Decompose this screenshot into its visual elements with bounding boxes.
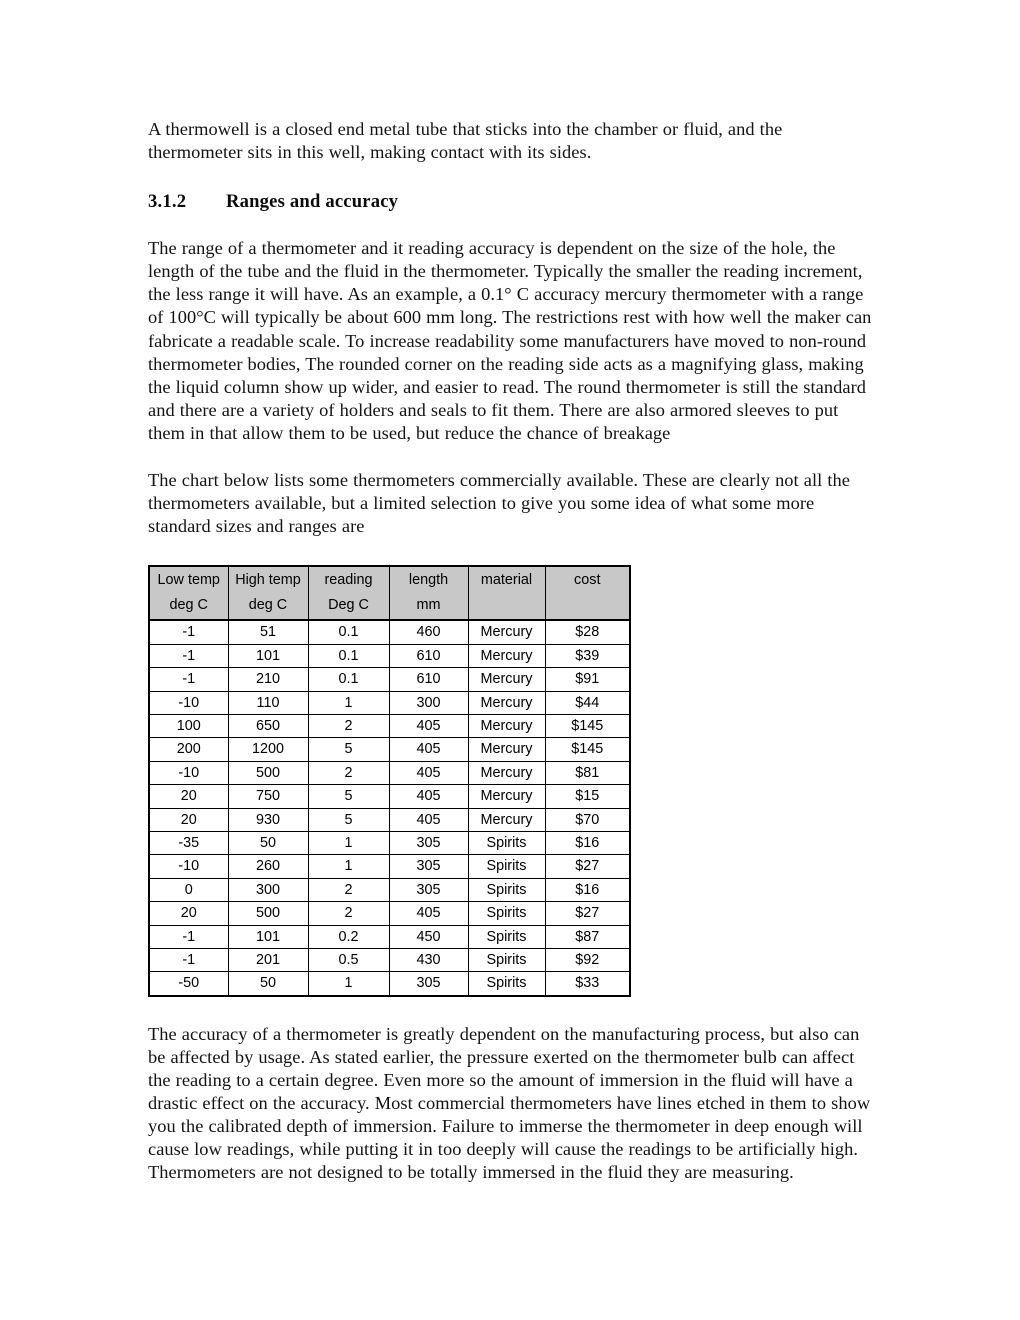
table-cell: Mercury — [468, 644, 545, 667]
table-cell: $15 — [545, 785, 630, 808]
table-cell: $16 — [545, 831, 630, 854]
table-header — [149, 566, 630, 620]
column-header-line-2: mm — [416, 597, 441, 614]
intro-paragraph: A thermowell is a closed end metal tube that sticks into the chamber or fluid, and the thermometer sits in this well, making contact with its sides. — [148, 119, 783, 163]
table-cell: Mercury — [468, 691, 545, 714]
table-cell: -1 — [149, 949, 228, 972]
column-header-line-2: Deg C — [328, 597, 369, 614]
table-cell: 2 — [308, 878, 389, 901]
table-cell: $27 — [545, 855, 630, 878]
table-cell: 0.2 — [308, 925, 389, 948]
table-cell: $70 — [545, 808, 630, 831]
column-header-line-2: deg C — [248, 597, 288, 614]
table-cell: 300 — [228, 878, 308, 901]
table-row — [149, 831, 630, 854]
table-cell: 110 — [228, 691, 308, 714]
table-row — [149, 620, 630, 644]
table-cell: -1 — [149, 668, 228, 691]
table-cell: Mercury — [468, 714, 545, 737]
table-cell: $92 — [545, 949, 630, 972]
table-cell: 405 — [389, 761, 468, 784]
table-cell: 101 — [228, 644, 308, 667]
column-header-line-1: Low temp — [157, 572, 220, 589]
table-cell: $145 — [545, 738, 630, 761]
table-cell: Mercury — [468, 668, 545, 691]
table-cell: 305 — [389, 831, 468, 854]
column-header-line-2 — [471, 593, 543, 618]
table-cell: 405 — [389, 902, 468, 925]
thermometer-specs-table — [148, 565, 631, 997]
table-cell: 405 — [389, 714, 468, 737]
table-cell: Mercury — [468, 620, 545, 644]
spacer — [148, 164, 878, 191]
table-cell: 5 — [308, 808, 389, 831]
table-row — [149, 738, 630, 761]
table-cell: 305 — [389, 878, 468, 901]
table-cell: 460 — [389, 620, 468, 644]
table-cell: $27 — [545, 902, 630, 925]
table-cell: 50 — [228, 972, 308, 996]
table-cell: 100 — [149, 714, 228, 737]
table-cell: 20 — [149, 808, 228, 831]
table-cell: Spirits — [468, 902, 545, 925]
table-cell: 500 — [228, 761, 308, 784]
table-column-header — [389, 566, 468, 620]
table-cell: 750 — [228, 785, 308, 808]
table-cell: $91 — [545, 668, 630, 691]
column-header-line-1: material — [480, 572, 533, 589]
table-row — [149, 972, 630, 996]
table-column-header — [228, 566, 308, 620]
table-cell: -50 — [149, 972, 228, 996]
table-cell: $44 — [545, 691, 630, 714]
table-row — [149, 691, 630, 714]
table-cell: -1 — [149, 620, 228, 644]
table-cell: 610 — [389, 668, 468, 691]
spacer — [148, 213, 878, 237]
table-cell: 0.5 — [308, 949, 389, 972]
column-header-line-1: High temp — [235, 572, 301, 589]
table-cell: 201 — [228, 949, 308, 972]
table-cell: $16 — [545, 878, 630, 901]
table-cell: Spirits — [468, 949, 545, 972]
table-cell: 305 — [389, 855, 468, 878]
table-cell: 610 — [389, 644, 468, 667]
document-content — [148, 118, 878, 1184]
table-cell: 430 — [389, 949, 468, 972]
spacer — [148, 538, 878, 565]
table-cell: 5 — [308, 738, 389, 761]
column-header-line-1: reading — [324, 572, 373, 589]
table-header-row — [149, 566, 630, 620]
table-cell: 210 — [228, 668, 308, 691]
column-header-line-1: length — [408, 572, 449, 589]
table-cell: Mercury — [468, 785, 545, 808]
section-number: 3.1.2 — [148, 191, 187, 213]
section-title: Ranges and accuracy — [226, 191, 399, 213]
column-header-line-2 — [548, 593, 628, 618]
table-cell: 405 — [389, 785, 468, 808]
table-cell: $145 — [545, 714, 630, 737]
table-body — [149, 620, 630, 996]
table-row — [149, 808, 630, 831]
table-cell: Mercury — [468, 761, 545, 784]
table-cell: 930 — [228, 808, 308, 831]
table-cell: 200 — [149, 738, 228, 761]
table-cell: -10 — [149, 691, 228, 714]
table-cell: -10 — [149, 855, 228, 878]
table-cell: $81 — [545, 761, 630, 784]
table-cell: 1 — [308, 972, 389, 996]
table-cell: 500 — [228, 902, 308, 925]
table-cell: 1 — [308, 855, 389, 878]
paragraph-accuracy: The accuracy of a thermometer is greatly dependent on the manufacturing process, but also can be affected by usage. As stated earlier, the pressure exerted on the thermometer bulb can affect the reading to a certain degree. Even more so the amount of immersion in the fluid will have a drastic effect on the accuracy. Most commercial thermometers have lines etched in them to show you the calibrated depth of immersion. Failure to immerse the thermometer in deep enough will cause low readings, while putting it in too deeply will cause the readings to be artificially high. Thermometers are not designed to be totally immersed in the fluid they are measuring. — [148, 1023, 871, 1183]
table-cell: 1200 — [228, 738, 308, 761]
table-cell: $33 — [545, 972, 630, 996]
table-row — [149, 855, 630, 878]
table-row — [149, 668, 630, 691]
table-cell: 405 — [389, 738, 468, 761]
table-cell: 305 — [389, 972, 468, 996]
table-cell: 650 — [228, 714, 308, 737]
table-cell: 50 — [228, 831, 308, 854]
section-heading — [148, 191, 878, 213]
table-column-header — [149, 566, 228, 620]
table-row — [149, 761, 630, 784]
table-cell: Mercury — [468, 808, 545, 831]
column-header-line-2: deg C — [169, 597, 208, 614]
table-cell: Spirits — [468, 925, 545, 948]
table-row — [149, 902, 630, 925]
table-cell: Spirits — [468, 878, 545, 901]
table-cell: 0.1 — [308, 668, 389, 691]
paragraph-chart-intro: The chart below lists some thermometers commercially available. These are clearly not all the thermometers available, but a limited selection to give you some idea of what some more standard sizes and ranges are — [148, 470, 850, 537]
table-cell: 2 — [308, 714, 389, 737]
table-column-header — [468, 566, 545, 620]
table-column-header — [545, 566, 630, 620]
table-cell: 0.1 — [308, 644, 389, 667]
table-cell: Spirits — [468, 831, 545, 854]
table-row — [149, 925, 630, 948]
paragraph-ranges-accuracy: The range of a thermometer and it reading accuracy is dependent on the size of the hole, the length of the tube and the fluid in the thermometer. Typically the smaller the reading increment, the less range it will have. As an example, a 0.1° C accuracy mercury thermometer with a range of 100°C will typically be about 600 mm long. The restrictions rest with how well the maker can fabricate a readable scale. To increase readability some manufacturers have moved to non-round thermometer bodies, The rounded corner on the reading side acts as a magnifying glass, making the liquid column show up wider, and easier to read. The round thermometer is still the standard and there are a variety of holders and seals to fit them. There are also armored sleeves to put them in that allow them to be used, but reduce the chance of breakage — [148, 238, 872, 443]
table-cell: $39 — [545, 644, 630, 667]
spacer — [148, 445, 878, 469]
table-cell: 5 — [308, 785, 389, 808]
table-cell: 405 — [389, 808, 468, 831]
table-cell: 51 — [228, 620, 308, 644]
table-cell: $28 — [545, 620, 630, 644]
table-cell: 300 — [389, 691, 468, 714]
table-cell: 260 — [228, 855, 308, 878]
table-cell: 0.1 — [308, 620, 389, 644]
table-cell: 1 — [308, 831, 389, 854]
table-cell: 20 — [149, 902, 228, 925]
table-cell: 101 — [228, 925, 308, 948]
table-cell: 20 — [149, 785, 228, 808]
table-cell: Spirits — [468, 972, 545, 996]
table-cell: 450 — [389, 925, 468, 948]
table-cell: 2 — [308, 902, 389, 925]
table-cell: -1 — [149, 925, 228, 948]
table-row — [149, 785, 630, 808]
column-header-line-1: cost — [574, 572, 601, 589]
table-row — [149, 644, 630, 667]
table-cell: -10 — [149, 761, 228, 784]
table-cell: Spirits — [468, 855, 545, 878]
table-cell: 0 — [149, 878, 228, 901]
thermometer-table-wrapper — [148, 565, 878, 997]
table-cell: -1 — [149, 644, 228, 667]
table-cell: -35 — [149, 831, 228, 854]
spacer — [148, 997, 878, 1023]
table-row — [149, 949, 630, 972]
table-row — [149, 878, 630, 901]
table-cell: Mercury — [468, 738, 545, 761]
table-row — [149, 714, 630, 737]
table-cell: 2 — [308, 761, 389, 784]
table-cell: $87 — [545, 925, 630, 948]
table-column-header — [308, 566, 389, 620]
table-cell: 1 — [308, 691, 389, 714]
